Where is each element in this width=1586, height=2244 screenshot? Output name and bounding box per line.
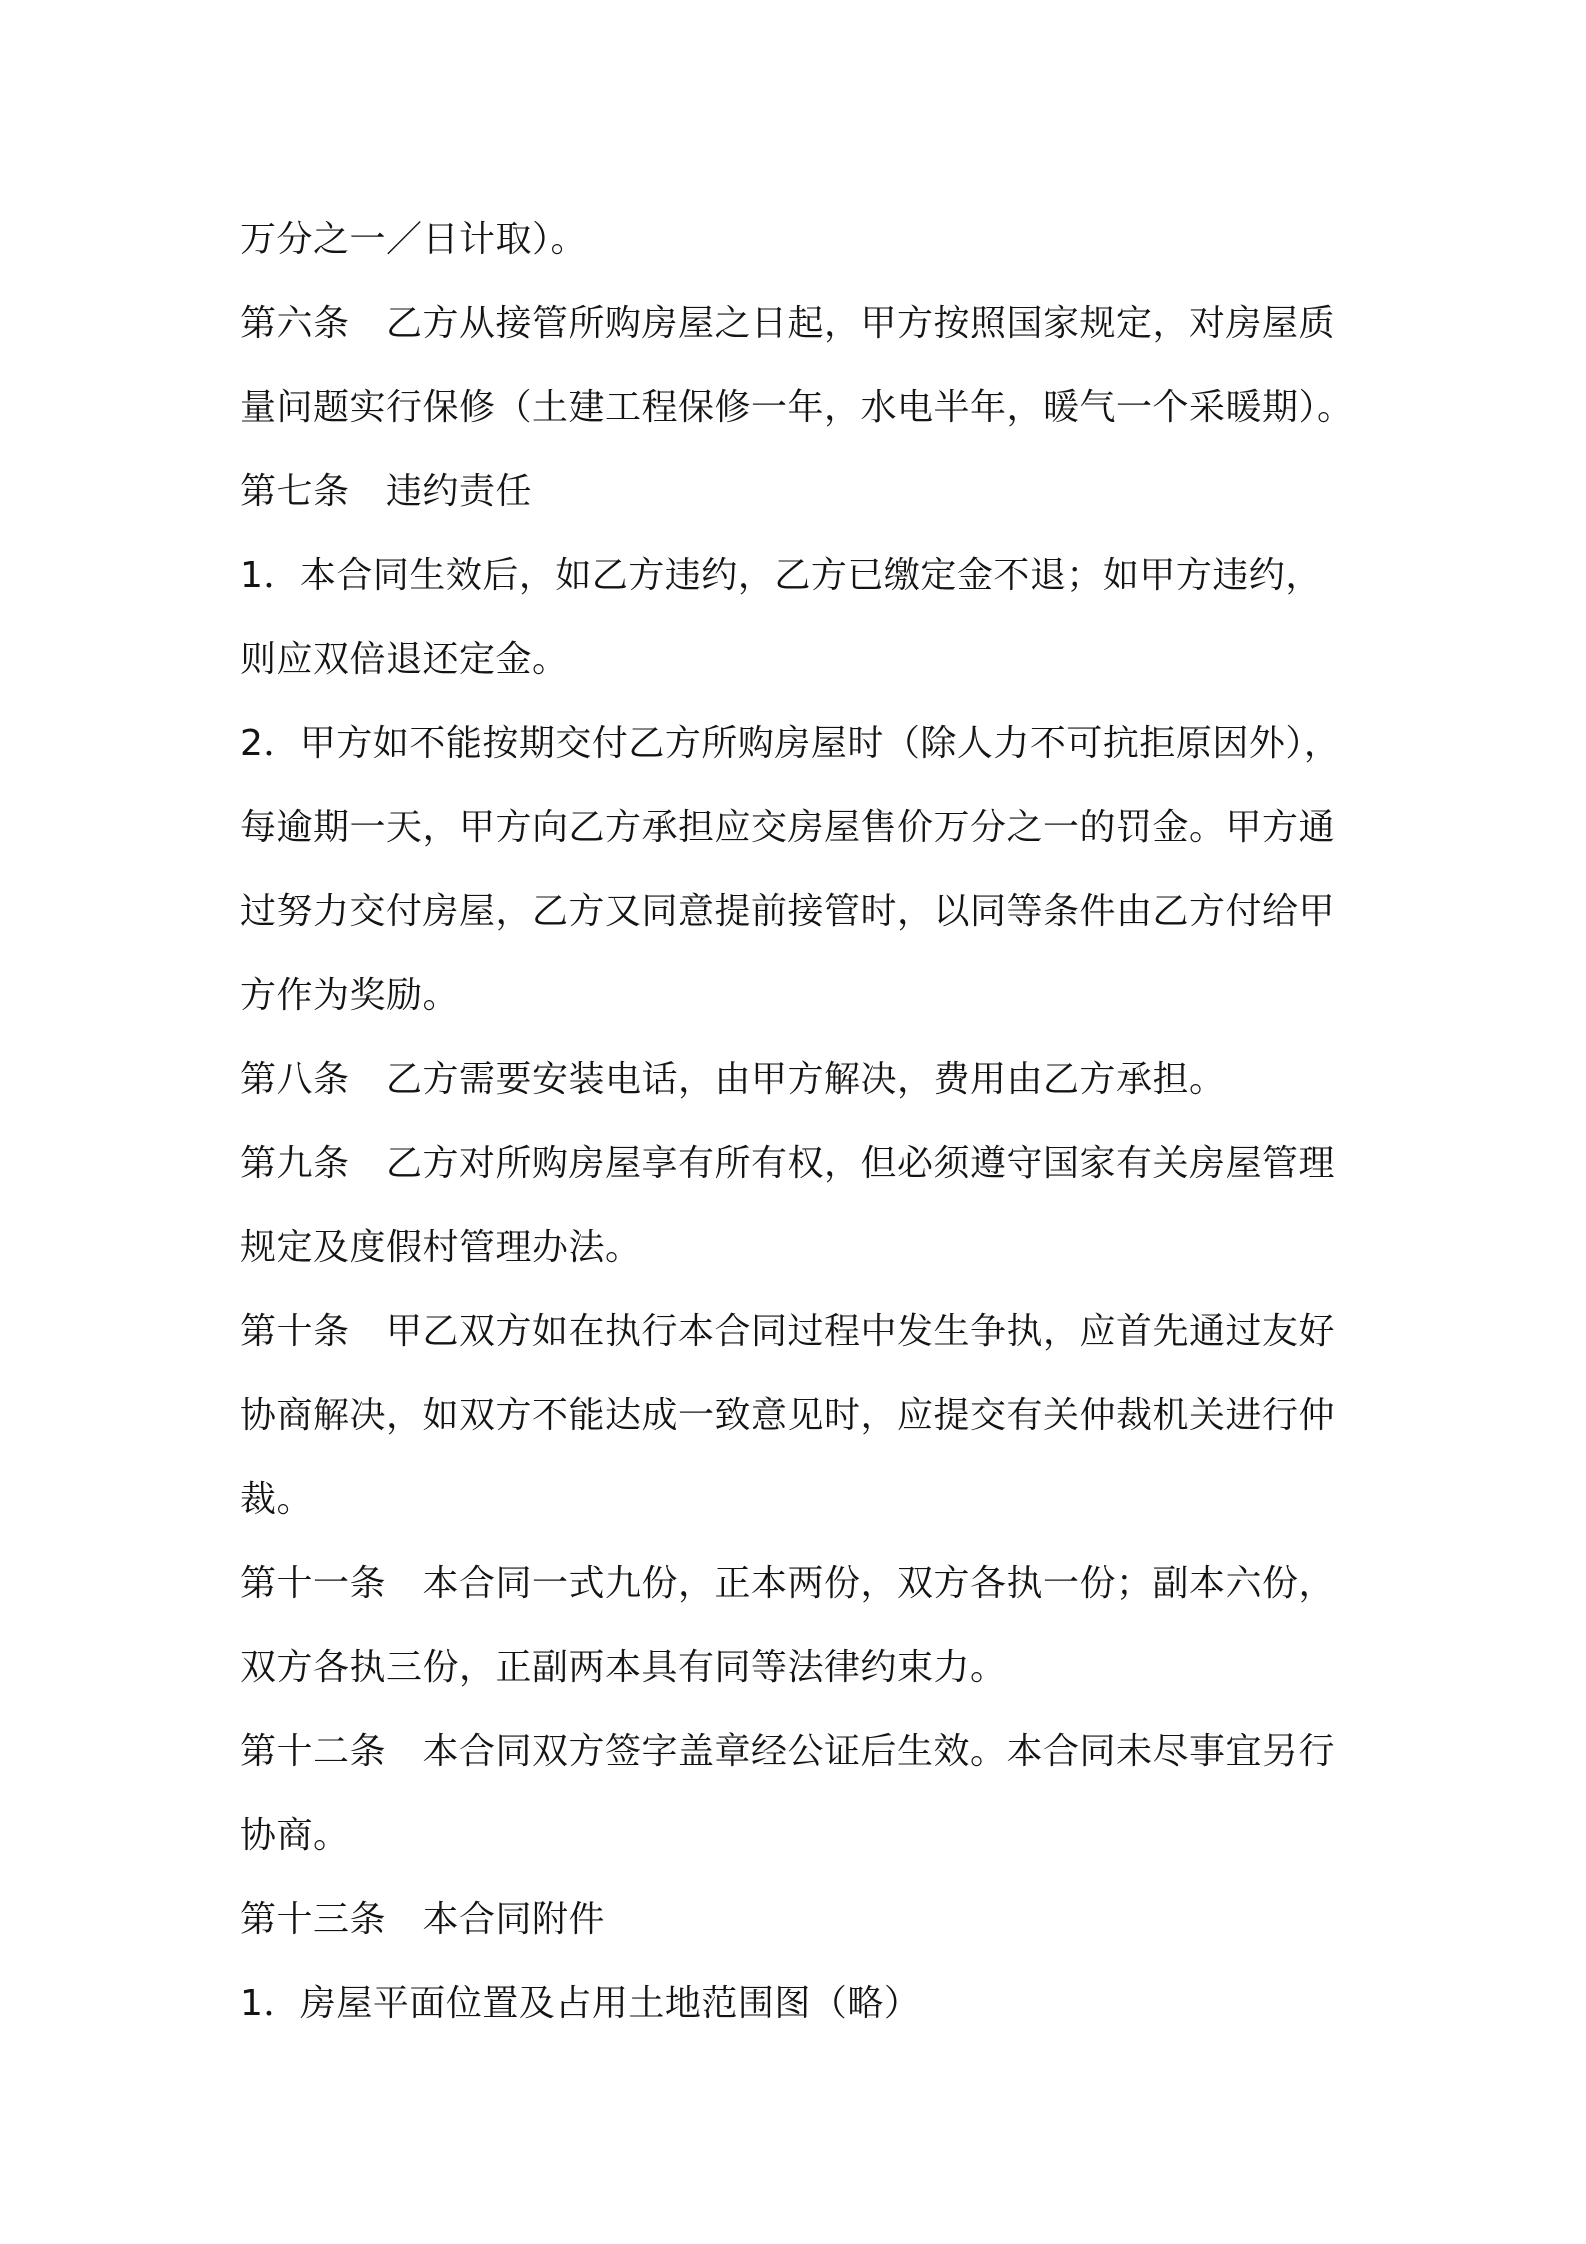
- article-11-line-2: 双方各执三份，正副两本具有同等法律约束力。: [240, 1647, 1007, 1688]
- article-6-line-1: 第六条 乙方从接管所购房屋之日起，甲方按照国家规定，对房屋质: [240, 303, 1336, 344]
- article-13-item-1: 1．房屋平面位置及占用土地范围图（略）: [240, 1983, 921, 2024]
- article-7-item-1-line-1: 1．本合同生效后，如乙方违约，乙方已缴定金不退；如甲方违约，: [240, 555, 1322, 596]
- document-body: [240, 198, 1370, 2046]
- article-10-line-1: 第十条 甲乙双方如在执行本合同过程中发生争执，应首先通过友好: [240, 1311, 1336, 1352]
- article-11-line-1: 第十一条 本合同一式九份，正本两份，双方各执一份；副本六份，: [240, 1563, 1336, 1604]
- article-7-heading: 第七条 违约责任: [240, 471, 533, 512]
- article-12-line-2: 协商。: [240, 1815, 350, 1856]
- article-7-item-2-line-4: 方作为奖励。: [240, 975, 460, 1016]
- article-7-item-2-line-2: 每逾期一天，甲方向乙方承担应交房屋售价万分之一的罚金。甲方通: [240, 807, 1336, 848]
- article-9-line-1: 第九条 乙方对所购房屋享有所有权，但必须遵守国家有关房屋管理: [240, 1143, 1336, 1184]
- article-10-line-3: 裁。: [240, 1479, 314, 1520]
- article-7-item-2-line-1: 2．甲方如不能按期交付乙方所购房屋时（除人力不可抗拒原因外），: [240, 723, 1341, 764]
- article-10-line-2: 协商解决，如双方不能达成一致意见时，应提交有关仲裁机关进行仲: [240, 1395, 1336, 1436]
- article-7-item-1-line-2: 则应双倍退还定金。: [240, 639, 569, 680]
- article-6-line-2: 量问题实行保修（土建工程保修一年，水电半年，暖气一个采暖期）。: [240, 387, 1354, 428]
- text-line: 万分之一／日计取）。: [240, 219, 588, 260]
- article-7-item-2-line-3: 过努力交付房屋，乙方又同意提前接管时，以同等条件由乙方付给甲: [240, 891, 1336, 932]
- article-8-line-1: 第八条 乙方需要安装电话，由甲方解决，费用由乙方承担。: [240, 1059, 1226, 1100]
- article-13-heading: 第十三条 本合同附件: [240, 1899, 606, 1940]
- article-9-line-2: 规定及度假村管理办法。: [240, 1227, 642, 1268]
- article-12-line-1: 第十二条 本合同双方签字盖章经公证后生效。本合同未尽事宜另行: [240, 1731, 1336, 1772]
